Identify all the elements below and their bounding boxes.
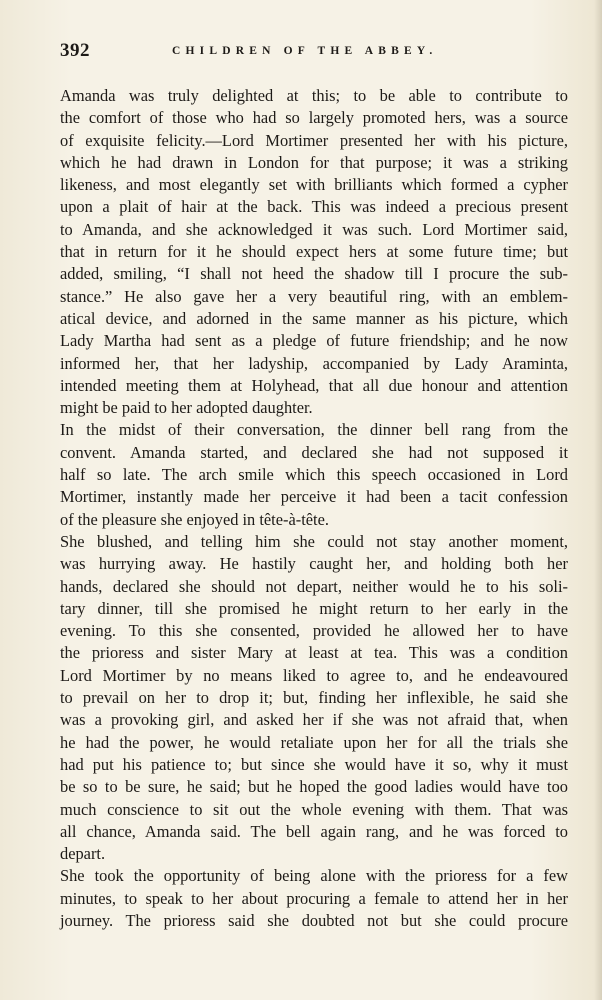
text-line: that in return for it he should expect hers at some future time; but: [60, 242, 568, 262]
text-line: to prevail on her to drop it; but, finding her inflexible, he said she: [60, 688, 568, 708]
page-header: [60, 40, 580, 70]
text-line: upon a plait of hair at the back. This was indeed a precious present: [60, 197, 568, 217]
running-head: CHILDREN OF THE ABBEY.: [172, 45, 438, 57]
text-line: intended meeting them at Holyhead, that all due honour and attention: [60, 375, 568, 395]
body-text: [60, 85, 568, 932]
text-line: Lord Mortimer by no means liked to agree to, and he endeavoured: [60, 665, 568, 685]
text-line: likeness, and most elegantly set with brilliants which formed a cypher: [60, 175, 568, 195]
text-line: of the pleasure she enjoyed in tête-à-tête.: [60, 509, 329, 529]
text-line: be so to be sure, he said; but he hoped the good ladies would have too: [60, 777, 568, 797]
text-line: Mortimer, instantly made her perceive it had been a tacit confession: [60, 487, 568, 507]
text-line: tary dinner, till she promised he might return to her early in the: [60, 598, 568, 618]
text-line: much conscience to sit out the whole evening with them. That was: [60, 799, 568, 819]
text-line: informed her, that her ladyship, accompanied by Lady Araminta,: [60, 353, 568, 373]
text-line: In the midst of their conversation, the dinner bell rang from the: [60, 420, 568, 440]
text-line: was hurrying away. He hastily caught her, and holding both her: [60, 554, 568, 574]
text-line: journey. The prioress said she doubted not but she could procure: [60, 910, 568, 930]
text-line: hands, declared she should not depart, neither would he to his soli-: [60, 576, 568, 596]
text-line: added, smiling, “I shall not heed the shadow till I procure the sub-: [60, 264, 568, 284]
text-line: Lady Martha had sent as a pledge of future friendship; and he now: [60, 331, 568, 351]
text-line: stance.” He also gave her a very beautiful ring, with an emblem-: [60, 286, 568, 306]
text-line: which he had drawn in London for that purpose; it was a striking: [60, 152, 568, 172]
text-line: he had the power, he would retaliate upon her for all the trials she: [60, 732, 568, 752]
page-edge-shadow: [594, 0, 602, 1000]
text-line: minutes, to speak to her about procuring a female to attend her in her: [60, 888, 568, 908]
text-line: atical device, and adorned in the same manner as his picture, which: [60, 308, 568, 328]
text-line: all chance, Amanda said. The bell again rang, and he was forced to: [60, 821, 568, 841]
text-line: half so late. The arch smile which this speech occasioned in Lord: [60, 465, 568, 485]
text-line: Amanda was truly delighted at this; to be able to contribute to: [60, 86, 568, 105]
text-line: to Amanda, and she acknowledged it was such. Lord Mortimer said,: [60, 219, 568, 239]
text-line: She blushed, and telling him she could not stay another moment,: [60, 531, 568, 551]
text-line: the comfort of those who had so largely promoted hers, was a source: [60, 108, 568, 128]
text-line: was a provoking girl, and asked her if she was not afraid that, when: [60, 710, 568, 730]
text-line: might be paid to her adopted daughter.: [60, 398, 313, 418]
text-line: She took the opportunity of being alone with the prioress for a few: [60, 866, 568, 886]
page-number: 392: [60, 40, 90, 61]
text-line: of exquisite felicity.—Lord Mortimer presented her with his picture,: [60, 130, 568, 150]
text-line: depart.: [60, 844, 106, 864]
text-line: had put his patience to; but since she would have it so, why it must: [60, 754, 568, 774]
text-line: convent. Amanda started, and declared she had not supposed it: [60, 442, 568, 462]
text-line: evening. To this she consented, provided he allowed her to have: [60, 621, 568, 641]
text-line: the prioress and sister Mary at least at tea. This was a condition: [60, 643, 568, 663]
